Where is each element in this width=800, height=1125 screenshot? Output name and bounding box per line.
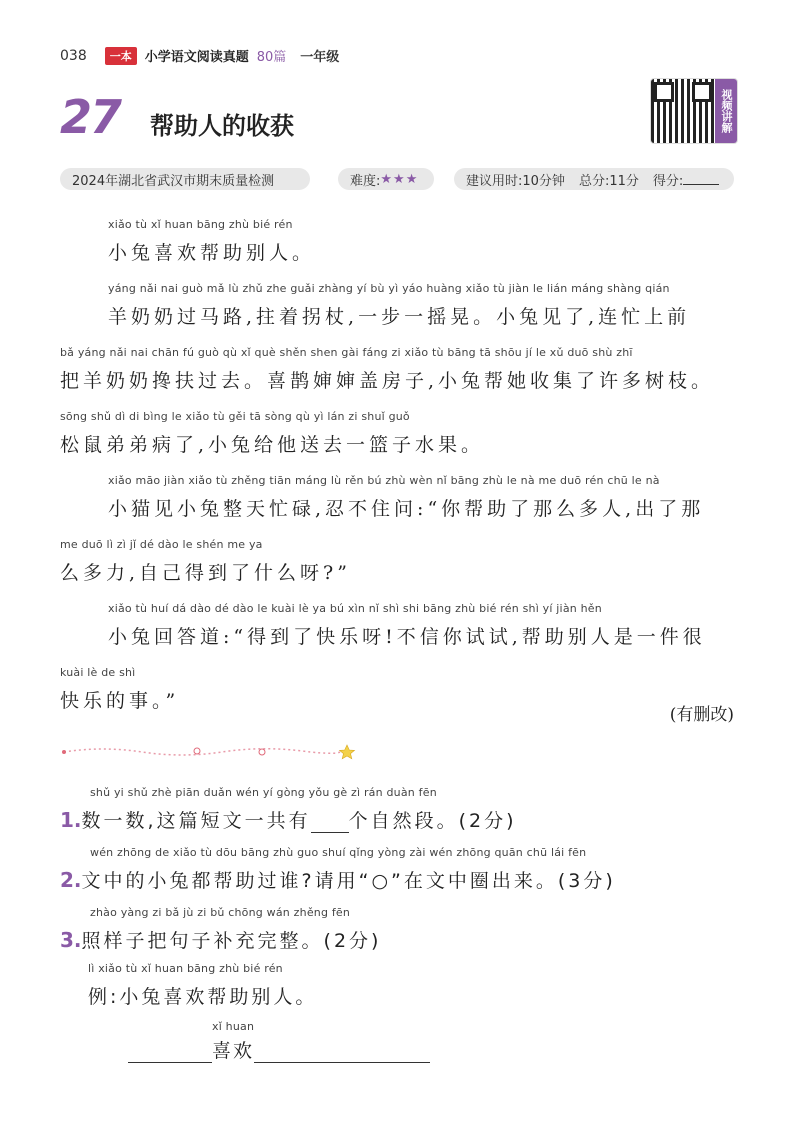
passage-line — [60, 410, 740, 474]
question-prompt: 文中的小兔都帮助过谁?请用“○”在文中圈出来。(3分) — [81, 870, 616, 892]
passage-text: 小猫见小兔整天忙碌,忍不住问:“你帮助了那么多人,出了那 — [108, 498, 705, 520]
pinyin: kuài lè de shì — [60, 666, 136, 679]
example-text: 例:小兔喜欢帮助别人。 — [88, 986, 318, 1008]
question-1 — [60, 786, 750, 846]
pinyin: bǎ yáng nǎi nai chān fú guò qù xǐ què shěn shen gài fáng zi xiǎo tù bāng tā shōu jí le xǔ duō shù zhī — [60, 346, 633, 359]
book-count: 80篇 — [256, 50, 287, 65]
passage-line — [60, 282, 740, 346]
passage — [60, 218, 740, 730]
answer-blank-left[interactable] — [128, 1027, 212, 1063]
question-text: 2.文中的小兔都帮助过谁?请用“○”在文中圈出来。(3分) — [60, 868, 616, 892]
fixed-word-text: 喜欢 — [212, 1040, 255, 1062]
meta-pill — [454, 168, 734, 190]
score-field — [653, 170, 719, 189]
page-header — [60, 46, 339, 65]
decorative-divider — [62, 742, 362, 762]
question-3 — [60, 906, 750, 966]
question-number: 3 — [60, 928, 74, 952]
score-label: 得分: — [652, 173, 684, 189]
answer-blank-right[interactable] — [254, 1027, 430, 1063]
passage-line — [60, 602, 740, 666]
passage-text: 快乐的事。” — [60, 690, 180, 712]
score-blank[interactable] — [683, 171, 719, 185]
passage-line — [60, 538, 740, 602]
pinyin: shǔ yi shǔ zhè piān duǎn wén yí gòng yǒu gè zì rán duàn fēn — [90, 786, 437, 799]
question-text: 3.照样子把句子补充完整。(2分) — [60, 928, 382, 952]
passage-line — [60, 218, 740, 282]
pinyin: xiǎo tù xǐ huan bāng zhù bié rén — [108, 218, 293, 231]
passage-text: 小兔喜欢帮助别人。 — [108, 242, 316, 264]
page-number: 038 — [60, 47, 87, 64]
suggested-time: 建议用时:10分钟 — [466, 173, 565, 189]
questions — [60, 786, 750, 966]
fixed-word — [212, 1020, 254, 1063]
passage-text: 小兔回答道:“得到了快乐呀!不信你试试,帮助别人是一件很 — [108, 626, 706, 648]
question-2 — [60, 846, 750, 906]
passage-text: 松鼠弟弟病了,小兔给他送去一篮子水果。 — [60, 434, 485, 456]
passage-line — [60, 666, 740, 730]
book-title: 小学语文阅读真题 — [144, 50, 249, 65]
pinyin: lì xiǎo tù xǐ huan bāng zhù bié rén — [88, 962, 283, 975]
lesson-number: 27 — [60, 90, 121, 144]
grade-label: 一年级 — [300, 50, 340, 65]
pinyin: sōng shǔ dì di bìng le xiǎo tù gěi tā sòng qù yì lán zi shuǐ guǒ — [60, 410, 410, 423]
pinyin: xǐ huan — [212, 1020, 255, 1033]
pinyin: xiǎo māo jiàn xiǎo tù zhěng tiān máng lù rěn bú zhù wèn nǐ bāng zhù le nà me duō rén chū le nà — [108, 474, 660, 487]
pinyin: me duō lì zì jǐ dé dào le shén me ya — [60, 538, 263, 551]
answer-blank[interactable] — [311, 815, 349, 833]
difficulty-label: 难度: — [350, 173, 381, 189]
difficulty-pill — [338, 168, 434, 190]
edited-note: (有删改) — [669, 705, 734, 725]
qr-code-icon — [651, 79, 715, 143]
qr-label: 视频讲解 — [715, 79, 737, 143]
passage-text: 么多力,自己得到了什么呀?” — [60, 562, 351, 584]
lesson-title: 帮助人的收获 — [150, 111, 294, 140]
passage-text: 把羊奶奶搀扶过去。喜鹊婶婶盖房子,小兔帮她收集了许多树枝。 — [60, 370, 715, 392]
passage-text: 羊奶奶过马路,拄着拐杖,一步一摇晃。小兔见了,连忙上前 — [108, 306, 691, 328]
passage-line — [60, 474, 740, 538]
question-prompt: 照样子把句子补充完整。(2分) — [81, 930, 382, 952]
source-pill — [60, 168, 310, 190]
pinyin: xiǎo tù huí dá dào dé dào le kuài lè ya bú xìn nǐ shì shi bāng zhù bié rén shì yí jiàn hěn — [108, 602, 602, 615]
question-text: 1.数一数,这篇短文一共有 个自然段。(2分) — [60, 808, 517, 832]
total-score: 总分:11分 — [578, 173, 639, 189]
question-number: 2 — [60, 868, 74, 892]
question-prompt: 数一数,这篇短文一共有 — [81, 810, 311, 832]
pinyin: yáng nǎi nai guò mǎ lù zhǔ zhe guǎi zhàng yí bù yì yáo huàng xiǎo tù jiàn le lián máng shàng qián — [108, 282, 670, 295]
fill-in-sentence — [128, 1020, 430, 1063]
example-sentence — [88, 962, 317, 1009]
difficulty-stars: ★★★ — [380, 171, 419, 187]
video-qr-code[interactable] — [650, 78, 738, 144]
pinyin: wén zhōng de xiǎo tù dōu bāng zhù guo shuí qǐng yòng zài wén zhōng quān chū lái fēn — [90, 846, 587, 859]
star-icon — [340, 745, 355, 759]
exam-source: 2024年湖北省武汉市期末质量检测 — [72, 173, 275, 189]
pinyin: zhào yàng zi bǎ jù zi bǔ chōng wán zhěng fēn — [90, 906, 351, 919]
brand-badge: 一本 — [105, 47, 137, 65]
question-suffix: 个自然段。(2分) — [348, 810, 517, 832]
info-row — [60, 168, 734, 190]
passage-line — [60, 346, 740, 410]
question-number: 1 — [60, 808, 74, 832]
